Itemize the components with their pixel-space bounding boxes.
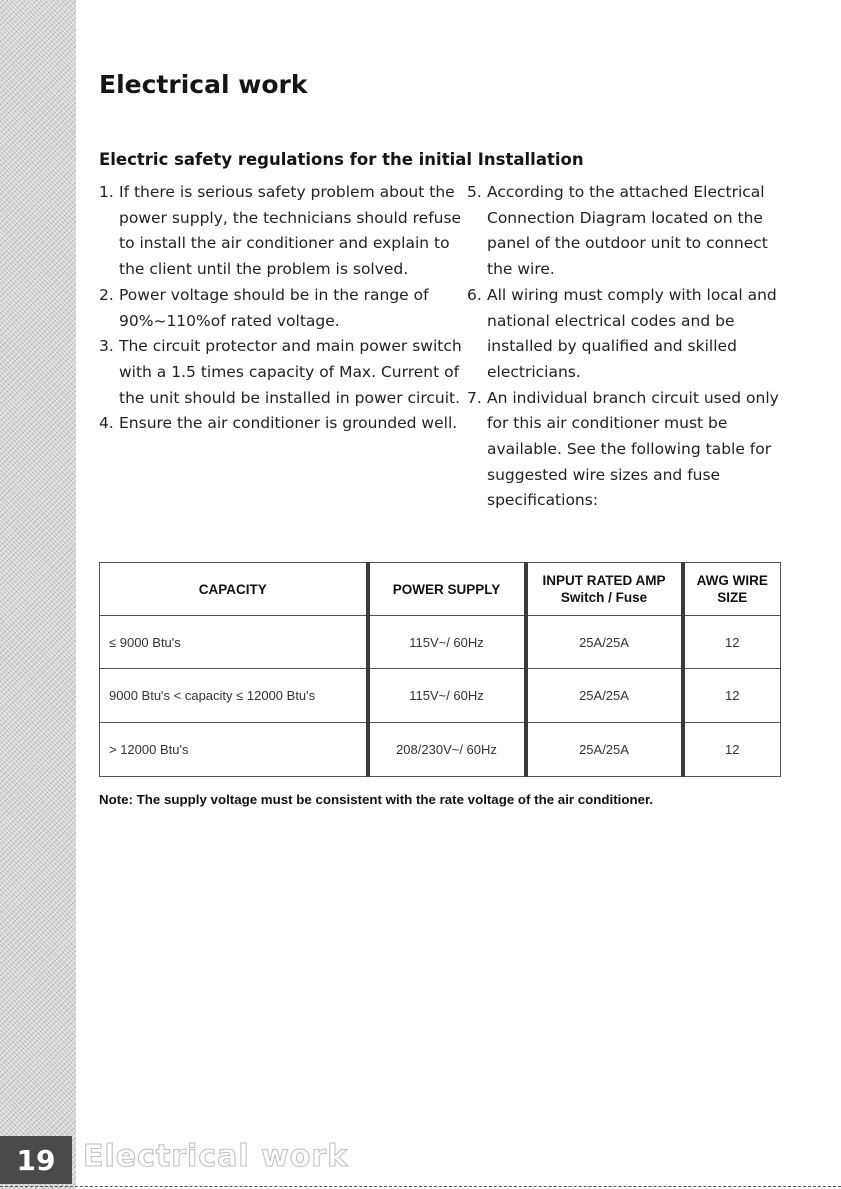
item-number: 2. [99, 285, 114, 304]
instructions-right-column [467, 180, 787, 514]
cell-capacity: > 12000 Btu's [100, 723, 368, 777]
list-item [467, 386, 787, 515]
cell-rated-amp: 25A/25A [526, 723, 683, 777]
page-title: Electrical work [99, 70, 308, 99]
cell-power-supply: 208/230V~/ 60Hz [368, 723, 526, 777]
list-item [99, 411, 471, 437]
header-capacity: CAPACITY [100, 563, 368, 616]
item-text: An individual branch circuit used only for this air conditioner must be available. See the following table for suggested wire sizes and fuse specifications: [487, 388, 779, 510]
table-row [100, 669, 781, 723]
cell-power-supply: 115V~/ 60Hz [368, 616, 526, 669]
cell-rated-amp: 25A/25A [526, 616, 683, 669]
cell-rated-amp: 25A/25A [526, 669, 683, 723]
item-number: 6. [467, 285, 482, 304]
table-row [100, 616, 781, 669]
item-text: If there is serious safety problem about the power supply, the technicians should refuse to install the air conditioner and explain to the client until the problem is solved. [119, 183, 462, 279]
item-text: All wiring must comply with local and national electrical codes and be installed by qualified and skilled electricians. [487, 285, 777, 381]
header-awg-wire-size: AWG WIRE SIZE [683, 563, 781, 616]
list-item [467, 180, 787, 283]
cell-wire-size: 12 [683, 669, 781, 723]
list-item [99, 334, 471, 411]
page-number-badge: 19 [0, 1136, 72, 1184]
supply-voltage-note: Note: The supply voltage must be consistent with the rate voltage of the air conditioner. [99, 792, 654, 807]
item-number: 1. [99, 183, 114, 201]
list-item [99, 180, 471, 283]
item-number: 4. [99, 414, 114, 433]
item-text: According to the attached Electrical Connection Diagram located on the panel of the outdoor unit to connect the wire. [487, 183, 768, 279]
item-text: Power voltage should be in the range of 90%~110%of rated voltage. [119, 285, 429, 330]
header-power-supply: POWER SUPPLY [368, 563, 526, 616]
instructions-left-column [99, 180, 471, 437]
item-number: 7. [467, 388, 482, 407]
item-number: 3. [99, 337, 114, 356]
section-heading: Electric safety regulations for the initial Installation [99, 150, 584, 169]
cell-wire-size: 12 [683, 616, 781, 669]
header-input-rated-amp: INPUT RATED AMP Switch / Fuse [526, 563, 683, 616]
side-pattern-strip [0, 0, 76, 1189]
list-item [99, 283, 471, 334]
cell-capacity: 9000 Btu's < capacity ≤ 12000 Btu's [100, 669, 368, 723]
item-text: Ensure the air conditioner is grounded well. [119, 414, 458, 433]
footer-title: Electrical work [83, 1139, 349, 1174]
item-number: 5. [467, 183, 482, 201]
cell-power-supply: 115V~/ 60Hz [368, 669, 526, 723]
bottom-divider [0, 1186, 841, 1187]
table-row [100, 723, 781, 777]
wire-fuse-spec-table [99, 562, 781, 777]
list-item [467, 283, 787, 386]
item-text: The circuit protector and main power switch with a 1.5 times capacity of Max. Current of the unit should be installed in power circuit. [119, 337, 462, 407]
cell-capacity: ≤ 9000 Btu's [100, 616, 368, 669]
table-header-row [100, 563, 781, 616]
cell-wire-size: 12 [683, 723, 781, 777]
